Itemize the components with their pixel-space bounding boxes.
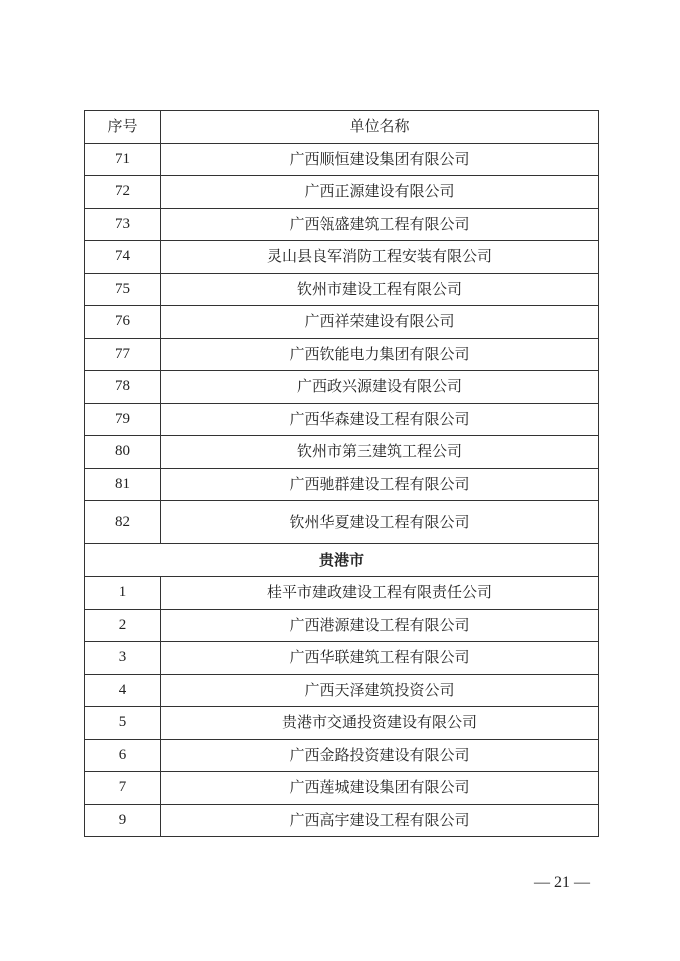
table-row — [85, 403, 599, 436]
row-number: 81 — [85, 468, 161, 501]
table-row — [85, 739, 599, 772]
row-number: 74 — [85, 241, 161, 274]
table-row — [85, 577, 599, 610]
table-row — [85, 609, 599, 642]
row-name: 贵港市交通投资建设有限公司 — [161, 707, 599, 740]
row-name: 广西驰群建设工程有限公司 — [161, 468, 599, 501]
table-row — [85, 273, 599, 306]
table-row — [85, 468, 599, 501]
row-number: 76 — [85, 306, 161, 339]
section-title: 贵港市 — [85, 544, 599, 577]
row-name: 钦州华夏建设工程有限公司 — [161, 501, 599, 544]
row-number: 6 — [85, 739, 161, 772]
row-name: 广西祥荣建设有限公司 — [161, 306, 599, 339]
row-name: 广西金路投资建设有限公司 — [161, 739, 599, 772]
table-row — [85, 501, 599, 544]
table-row — [85, 642, 599, 675]
row-number: 73 — [85, 208, 161, 241]
table-row — [85, 772, 599, 805]
row-number: 78 — [85, 371, 161, 404]
row-number: 4 — [85, 674, 161, 707]
row-number: 2 — [85, 609, 161, 642]
table-row — [85, 241, 599, 274]
row-name: 钦州市建设工程有限公司 — [161, 273, 599, 306]
header-number: 序号 — [85, 111, 161, 144]
row-number: 9 — [85, 804, 161, 837]
table-row — [85, 371, 599, 404]
row-name: 广西钦能电力集团有限公司 — [161, 338, 599, 371]
table-row — [85, 143, 599, 176]
table-row — [85, 306, 599, 339]
row-name: 广西莲城建设集团有限公司 — [161, 772, 599, 805]
row-number: 3 — [85, 642, 161, 675]
table-row — [85, 176, 599, 209]
row-number: 7 — [85, 772, 161, 805]
page-number: — 21 — — [534, 874, 590, 891]
table-row — [85, 208, 599, 241]
row-name: 广西港源建设工程有限公司 — [161, 609, 599, 642]
row-name: 广西华联建筑工程有限公司 — [161, 642, 599, 675]
row-name: 灵山县良军消防工程安装有限公司 — [161, 241, 599, 274]
row-number: 80 — [85, 436, 161, 469]
row-name: 广西政兴源建设有限公司 — [161, 371, 599, 404]
row-name: 广西正源建设有限公司 — [161, 176, 599, 209]
company-table — [84, 110, 599, 837]
row-name: 广西高宇建设工程有限公司 — [161, 804, 599, 837]
table-header-row — [85, 111, 599, 144]
table-row — [85, 707, 599, 740]
table-row — [85, 804, 599, 837]
table-row — [85, 436, 599, 469]
row-name: 广西华森建设工程有限公司 — [161, 403, 599, 436]
row-number: 5 — [85, 707, 161, 740]
row-name: 广西天泽建筑投资公司 — [161, 674, 599, 707]
header-name: 单位名称 — [161, 111, 599, 144]
row-number: 77 — [85, 338, 161, 371]
table-row — [85, 674, 599, 707]
row-number: 79 — [85, 403, 161, 436]
table-row — [85, 338, 599, 371]
row-number: 75 — [85, 273, 161, 306]
row-number: 82 — [85, 501, 161, 544]
section-row — [85, 544, 599, 577]
row-number: 1 — [85, 577, 161, 610]
row-number: 72 — [85, 176, 161, 209]
row-name: 钦州市第三建筑工程公司 — [161, 436, 599, 469]
row-name: 广西瓴盛建筑工程有限公司 — [161, 208, 599, 241]
row-name: 桂平市建政建设工程有限责任公司 — [161, 577, 599, 610]
row-number: 71 — [85, 143, 161, 176]
row-name: 广西顺恒建设集团有限公司 — [161, 143, 599, 176]
